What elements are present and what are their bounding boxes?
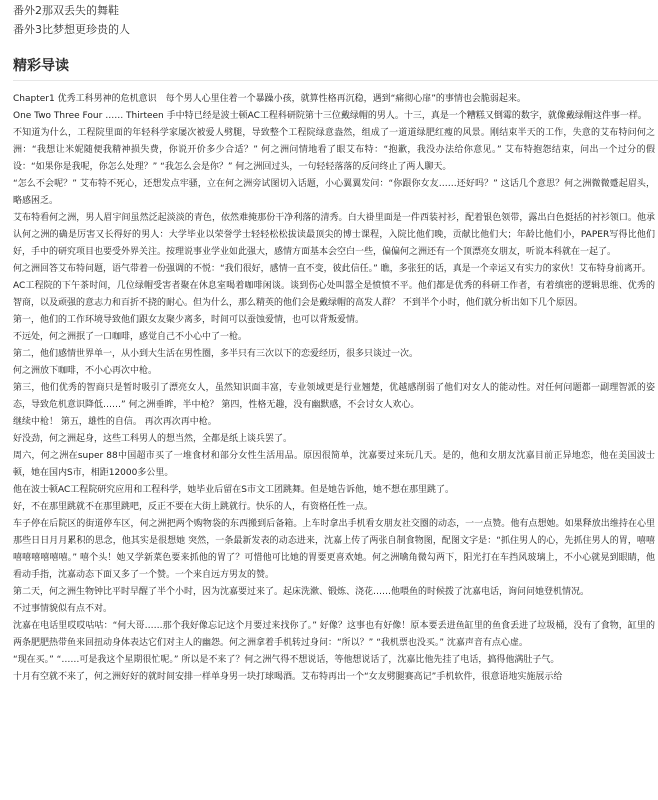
article-paragraph: One Two Three Four …… Thirteen 手中特已经是波士顿AC工程科研院第十三位戴绿帽的男人。十三，真是一个糟糕又倒霉的数字，就像戴绿帽这件事一样。: [13, 111, 647, 121]
article-paragraph: Chapter1 优秀工科男神的危机意识 每个男人心里住着一个暴躁小孩，就算性格再沉稳，遇到“痛彻心扉”的事情也会脆弱起来。: [13, 94, 526, 104]
article-paragraph: 第二，他们感情世界单一，从小到大生活在男性圈，多半只有三次以下的恋爱经历，很多只谈过一次。: [13, 349, 419, 359]
article-paragraph: “怎么不会呢？” 艾布特不死心，还想发点牢骚，立在何之洲旁试图切入话题，小心翼翼发问：“你跟你女友……还好吗？” 这话几个意思？何之洲微微蹙起眉头，略感困乏。: [13, 179, 655, 206]
article-paragraph: 不知道为什么，工程院里面的年轻科学家屡次被爱人劈腿，导致整个工程院绿意盎然，组成了一道道绿肥红瘦的风景。刚结束半天的工作，失意的艾布特问何之洲：“我想让米妮随便我精神损失费，你说开价多少合适？” 何之洲问情地看了眼艾布特：“抱歉，我没办法给你意见。” 艾布特抱怨结束，问出一个过分的假设：“如果你是我呢，你怎么处理？” “我怎么会是你？” 何之洲回过头，一句轻轻落落的反问终止了两人聊天。: [13, 128, 655, 172]
article-paragraph: 何之洲回答艾布特问题，语气带着一份强调的不悦：“我们很好，感情一直不变，彼此信任。” 瞧，多张狂的话，真是一个幸运又有实力的家伙！艾布特身前离开。: [13, 264, 651, 274]
article-paragraph: 他在波士顿AC工程院研究应用和工程科学，她毕业后留在S市文工团跳舞。但是她告诉他，她不想在那里跳了。: [13, 485, 454, 495]
article-paragraph: 周六，何之洲在super 88中国超市买了一堆食材和部分女性生活用品。原因很简单，沈嘉要过来玩几天。是的，他和女朋友沈嘉目前正异地恋，他在美国波士顿，她在国内S市，相距12000多公里。: [13, 451, 655, 478]
article-paragraph: 不远处，何之洲抿了一口咖啡，感觉自己不小心中了一枪。: [13, 332, 248, 342]
article-paragraph: 好，不在那里跳就不在那里跳吧，反正不要在大街上跳就行。快乐的人，有资格任性一点。: [13, 502, 374, 512]
article-paragraph: 何之洲放下咖啡，不小心再次中枪。: [13, 366, 158, 376]
article-paragraph: 不过事情貌似有点不对。: [13, 604, 113, 614]
article-body: [13, 91, 655, 686]
section-title: 精彩导读: [13, 58, 69, 74]
related-link-extra-3[interactable]: 番外3比梦想更珍贵的人: [13, 23, 130, 36]
article-paragraph: “现在买。” “……可是我这个星期很忙呢。” 所以是不来了？何之洲气得不想说话，等他想说话了，沈嘉比他先挂了电话，搞得他满肚子气。: [13, 655, 560, 665]
article-paragraph: 第一，他们的工作环境导致他们跟女友聚少离多，时间可以蚕蚀爱情，也可以背叛爱情。: [13, 315, 365, 325]
article-paragraph: 沈嘉在电话里哎哎咕咕：“何大哥……那个我好像忘记这个月要过来找你了。” 好像？这事也有好像！原本要丢进鱼缸里的鱼食丢进了垃圾桶，没有了食物，缸里的两条肥肥热带鱼来回扭动身体表达它们对主人的幽怨。何之洲拿着手机转过身问：“所以？” “我机票也没买。” 沈嘉声音有点心虚。: [13, 621, 655, 648]
article-paragraph: 第三，他们优秀的智商只是暂时吸引了漂亮女人，虽然知识面丰富，专业领域更是行业翘楚，优越感削弱了他们对女人的能动性。对任何问题都一副理智派的姿态，导致危机意识降低……” 何之洲垂眸，半中枪？ 第四，性格无趣，没有幽默感，不会讨女人欢心。: [13, 383, 655, 410]
article-paragraph: AC工程院的下午茶时间，几位绿帽受害者聚在休息室喝着咖啡闲谈。谈到伤心处叫嚣全是愤愤不平。他们都是优秀的科研工作者，有着缜密的逻辑思维、优秀的智商，以及顽强的意志力和百折不挠的耐心。但为什么，那么精英的他们会是戴绿帽的高发人群？ 不到半个小时，他们就分析出如下几个原因。: [13, 281, 655, 308]
article-paragraph: 第二天，何之洲生物钟比平时早醒了半个小时，因为沈嘉要过来了。起床洗漱、锻炼、浇花……他喂鱼的时候拨了沈嘉电话，询问问她登机情况。: [13, 587, 590, 597]
article-paragraph: 车子停在后院区的街道停车区，何之洲把两个购物袋的东西搬到后备箱。上车时拿出手机看女朋友社交圈的动态，一一点赞。他有点想她。如果释放出维持在心里那些日日月月累积的思念，他其实是很想她 突然，一条最新发表的动态进来，沈嘉上传了两张自制食物图，配图文字是：“抓住男人的心，先抓住男人的胃，嘻嘻嘻嘻嘻嘻嘻嘻。” 嘻个头！她又学新菜色要来抓他的胃了？可惜他可比她的胃要更喜欢她。何之洲噙角微勾两下，阳光打在车挡风玻璃上，不小心就晃到眼睛，他看动手指，沈嘉动态下面又多了一个赞。一个来自远方男友的赞。: [13, 519, 655, 580]
article-paragraph: 继续中枪！ 第五，雄性的自信。 再次再次再中枪。: [13, 417, 217, 427]
related-link-extra-2[interactable]: 番外2那双丢失的舞鞋: [13, 4, 119, 17]
related-links: [13, 1, 130, 39]
section-divider: [13, 80, 658, 81]
article-paragraph: 好没劲，何之洲起身，这些工科男人的想当然，全都是纸上谈兵罢了。: [13, 434, 293, 444]
article-paragraph: 艾布特看何之洲，男人眉宇间虽然泛起淡淡的青色，依然难掩那份干净利落的清秀。白大褂里面是一件西装衬衫，配着银色领带，露出白色挺括的衬衫领口。他承认何之洲的确是厉害又长得好的男人：大学毕业以荣誉学士轻轻松松拔读最顶尖的博士课程，入院比他们晚，贡献比他们大；年龄比他们小，PAPER写得比他们好，手中的研究项目也要受外界关注。按理说事业学业如此强大，感情方面基本会空白一些，偏偏何之洲还有一个顶漂亮女朋友，听说本科就在一起了。: [13, 213, 655, 257]
article-paragraph: 十月有空就不来了，何之洲好好的就时间安排一样单身男一块打球喝酒。艾布特再出一个“女友劈腿赛高记”手机软件，很意语地实施展示给: [13, 672, 563, 682]
